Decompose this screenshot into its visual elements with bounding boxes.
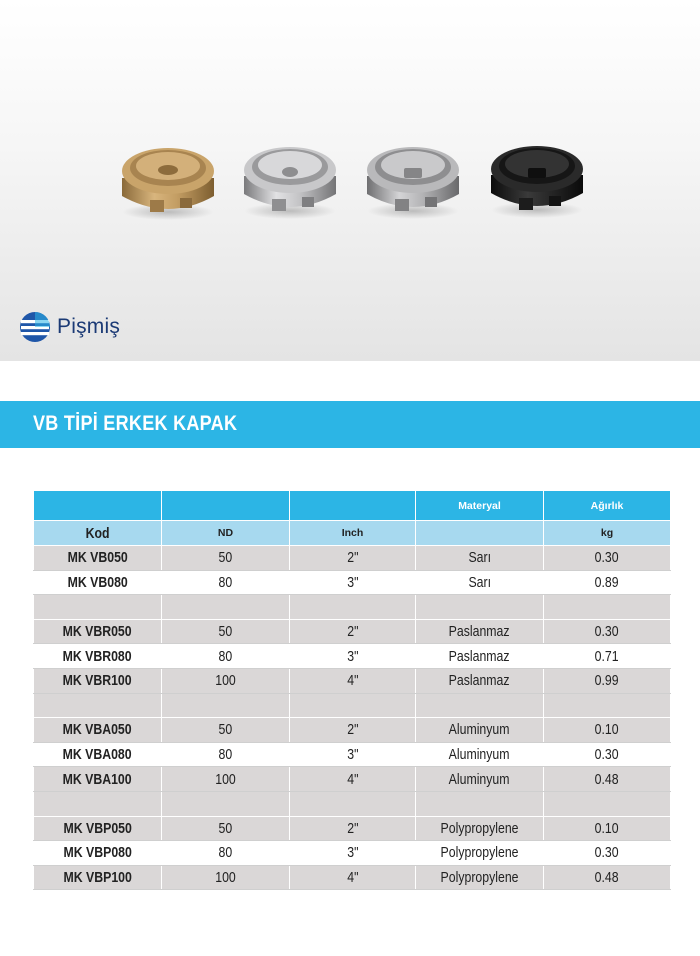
- header-nd: ND: [162, 521, 290, 546]
- table-row: [34, 546, 671, 571]
- cell-material: Polypropylene: [416, 816, 544, 841]
- cell-code: MK VBP100: [34, 865, 162, 890]
- cell-code: MK VBR100: [34, 668, 162, 693]
- spec-table: [33, 490, 671, 890]
- separator-cell: [416, 693, 544, 718]
- group-separator-row: [34, 791, 671, 816]
- cell-inch: 2": [290, 546, 416, 571]
- cell-nd: 100: [162, 767, 290, 792]
- separator-cell: [544, 693, 671, 718]
- separator-cell: [544, 791, 671, 816]
- table-row: [34, 668, 671, 693]
- cell-weight: 0.48: [544, 767, 671, 792]
- cell-code: MK VBP050: [34, 816, 162, 841]
- cell-nd: 80: [162, 570, 290, 595]
- separator-cell: [34, 693, 162, 718]
- brass-cap-image: [122, 148, 214, 220]
- aluminium-cap-image: [367, 147, 459, 219]
- header-kod: Kod: [34, 521, 162, 546]
- header-cell: [416, 521, 544, 546]
- table-row: [34, 742, 671, 767]
- cell-nd: 50: [162, 546, 290, 571]
- table-row: [34, 865, 671, 890]
- cell-inch: 4": [290, 865, 416, 890]
- cell-code: MK VB050: [34, 546, 162, 571]
- cell-weight: 0.71: [544, 644, 671, 669]
- cell-inch: 3": [290, 570, 416, 595]
- separator-cell: [34, 791, 162, 816]
- cell-inch: 4": [290, 668, 416, 693]
- cell-weight: 0.99: [544, 668, 671, 693]
- cell-code: MK VBA100: [34, 767, 162, 792]
- separator-cell: [162, 595, 290, 620]
- header-cell: [162, 491, 290, 521]
- separator-cell: [544, 595, 671, 620]
- cell-weight: 0.48: [544, 865, 671, 890]
- table-row: [34, 718, 671, 743]
- cell-weight: 0.10: [544, 816, 671, 841]
- cell-weight: 0.10: [544, 718, 671, 743]
- cell-code: MK VBA080: [34, 742, 162, 767]
- cell-inch: 3": [290, 841, 416, 866]
- cell-code: MK VBR050: [34, 619, 162, 644]
- cell-material: Polypropylene: [416, 841, 544, 866]
- brand-logo-block: [19, 309, 120, 345]
- cell-code: MK VBP080: [34, 841, 162, 866]
- header-row-top: [34, 491, 671, 521]
- cell-code: MK VBR080: [34, 644, 162, 669]
- cell-material: Polypropylene: [416, 865, 544, 890]
- header-inch: Inch: [290, 521, 416, 546]
- header-cell: [34, 491, 162, 521]
- cell-material: Paslanmaz: [416, 668, 544, 693]
- cell-inch: 3": [290, 644, 416, 669]
- cell-nd: 50: [162, 619, 290, 644]
- header-cell: [290, 491, 416, 521]
- cell-inch: 3": [290, 742, 416, 767]
- table-row: [34, 644, 671, 669]
- title-bar: [0, 401, 700, 448]
- separator-cell: [416, 595, 544, 620]
- separator-cell: [162, 693, 290, 718]
- cell-material: Aluminyum: [416, 718, 544, 743]
- cell-material: Paslanmaz: [416, 619, 544, 644]
- header-agirlik: Ağırlık: [544, 491, 671, 521]
- group-separator-row: [34, 595, 671, 620]
- cell-nd: 100: [162, 865, 290, 890]
- cell-code: MK VBA050: [34, 718, 162, 743]
- header-row-bottom: [34, 521, 671, 546]
- cell-weight: 0.30: [544, 546, 671, 571]
- cell-weight: 0.30: [544, 619, 671, 644]
- cell-material: Sarı: [416, 546, 544, 571]
- cell-material: Sarı: [416, 570, 544, 595]
- separator-cell: [34, 595, 162, 620]
- cell-weight: 0.30: [544, 742, 671, 767]
- cell-inch: 2": [290, 619, 416, 644]
- cell-material: Paslanmaz: [416, 644, 544, 669]
- table-row: [34, 816, 671, 841]
- spec-table-body: [34, 546, 671, 890]
- separator-cell: [290, 791, 416, 816]
- separator-cell: [162, 791, 290, 816]
- stainless-cap-image: [244, 147, 336, 219]
- cell-inch: 2": [290, 816, 416, 841]
- polypropylene-cap-image: [491, 146, 583, 218]
- cell-inch: 2": [290, 718, 416, 743]
- brand-name: Pişmiş: [57, 315, 121, 338]
- cell-material: Aluminyum: [416, 767, 544, 792]
- cell-nd: 80: [162, 644, 290, 669]
- cell-inch: 4": [290, 767, 416, 792]
- cell-nd: 50: [162, 816, 290, 841]
- separator-cell: [290, 693, 416, 718]
- group-separator-row: [34, 693, 671, 718]
- cell-code: MK VB080: [34, 570, 162, 595]
- cell-weight: 0.89: [544, 570, 671, 595]
- separator-cell: [290, 595, 416, 620]
- table-row: [34, 570, 671, 595]
- cell-material: Aluminyum: [416, 742, 544, 767]
- header-kg: kg: [544, 521, 671, 546]
- cell-nd: 50: [162, 718, 290, 743]
- cell-nd: 80: [162, 742, 290, 767]
- table-row: [34, 767, 671, 792]
- cell-weight: 0.30: [544, 841, 671, 866]
- product-photos: [0, 0, 700, 361]
- cell-nd: 80: [162, 841, 290, 866]
- header-materyal: Materyal: [416, 491, 544, 521]
- cell-nd: 100: [162, 668, 290, 693]
- page-title: VB TİPİ ERKEK KAPAK: [33, 412, 238, 435]
- pismis-logo-icon: [19, 311, 51, 343]
- table-row: [34, 619, 671, 644]
- separator-cell: [416, 791, 544, 816]
- table-row: [34, 841, 671, 866]
